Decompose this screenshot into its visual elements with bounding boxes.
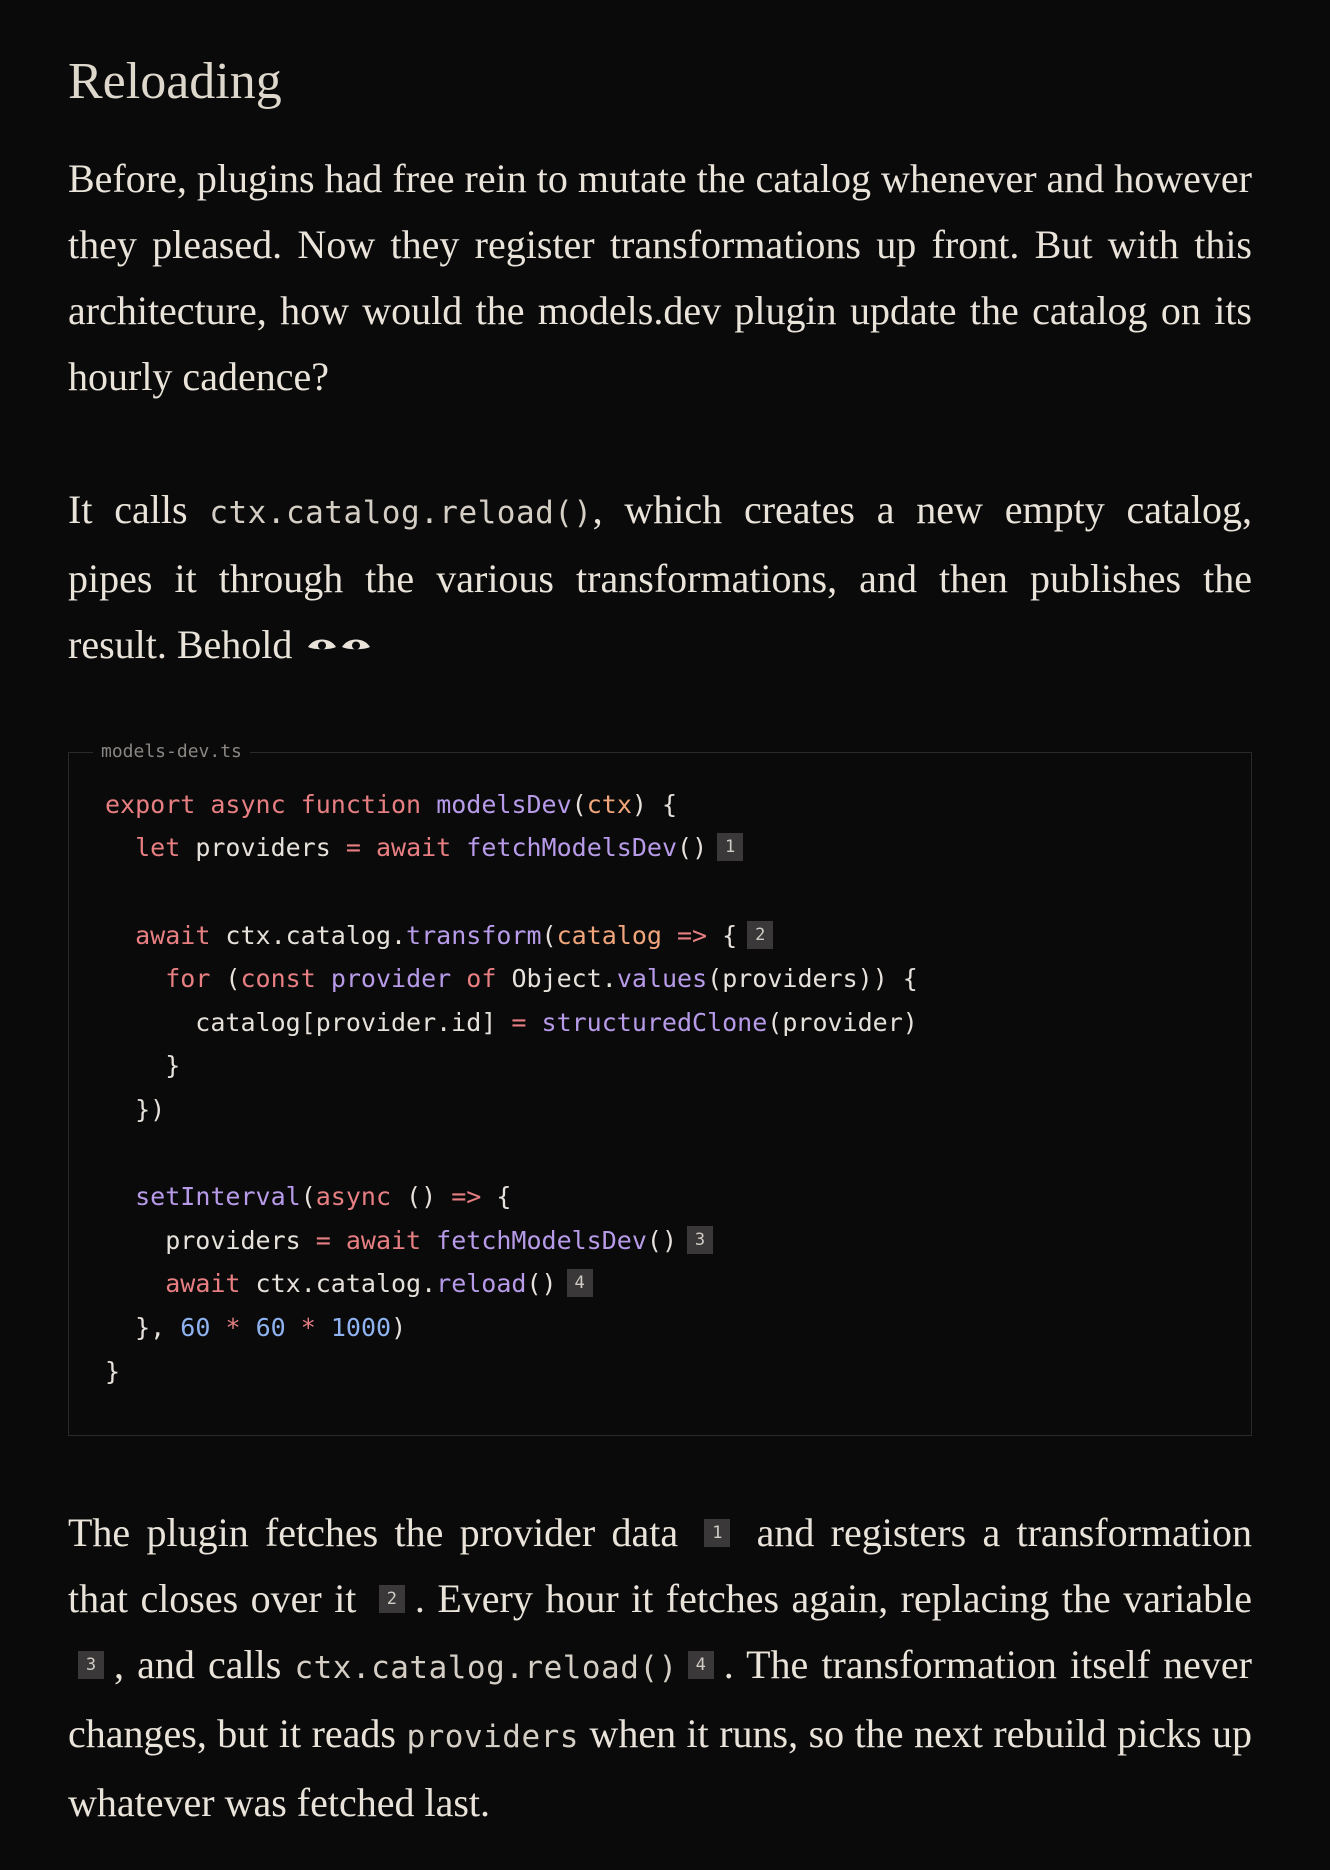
ref-badge-4: 4 bbox=[688, 1651, 714, 1679]
para3-text-2: and registers a transformation that closes over it bbox=[68, 1510, 1252, 1622]
para2-text-after: , which creates a new empty catalog, pipes it through the various transformations, and then publishes the result. Behold bbox=[68, 487, 1252, 667]
eyes-icon bbox=[306, 612, 372, 678]
para3-text-6: when it runs, so the next rebuild picks up whatever was fetched last. bbox=[68, 1711, 1253, 1826]
inline-code-providers: providers bbox=[406, 1719, 579, 1756]
code-badge-2: 2 bbox=[747, 921, 773, 949]
code-filename: models-dev.ts bbox=[93, 741, 250, 763]
code-line-10: setInterval(async () => { bbox=[135, 1182, 512, 1212]
code-line-3 bbox=[105, 870, 1221, 914]
inline-code-reload-2: ctx.catalog.reload() bbox=[294, 1650, 678, 1687]
code-badge-3: 3 bbox=[687, 1226, 713, 1254]
para3-text-4: , and calls bbox=[114, 1642, 295, 1688]
para2-text-before: It calls bbox=[68, 487, 210, 532]
code-line-13: }, 60 * 60 * 1000) bbox=[105, 1312, 407, 1342]
ref-badge-3: 3 bbox=[78, 1651, 104, 1679]
code-line-1: export async function modelsDev(ctx) { bbox=[105, 789, 678, 819]
section-heading: Reloading bbox=[68, 53, 282, 110]
code-line-2: let providers = await fetchModelsDev() 1 bbox=[105, 826, 1221, 870]
code-line-12: await ctx.catalog.reload() 4 bbox=[105, 1262, 1221, 1306]
code-line-7: } bbox=[105, 1051, 181, 1081]
code-badge-1: 1 bbox=[717, 833, 743, 861]
code-line-11: providers = await fetchModelsDev() 3 bbox=[105, 1219, 1221, 1263]
code-line-8: }) bbox=[105, 1094, 166, 1124]
code-block bbox=[68, 740, 1252, 1436]
para3-text-3: . Every hour it fetches again, replacing the variable bbox=[414, 1576, 1252, 1622]
paragraph-intro: Before, plugins had free rein to mutate the catalog whenever and however they pleased. Now they register transformations up front. But with this architecture, how would the models.dev plugin update the catalog on its hourly cadence? bbox=[68, 156, 1252, 399]
paragraph-reload bbox=[68, 477, 1252, 682]
ref-badge-2: 2 bbox=[379, 1585, 405, 1613]
ref-badge-1: 1 bbox=[704, 1519, 730, 1547]
code-line-6: catalog[provider.id] = structuredClone(provider) bbox=[105, 1007, 918, 1037]
inline-code-reload: ctx.catalog.reload() bbox=[209, 495, 593, 531]
code-line-9 bbox=[105, 1132, 1221, 1176]
code-line-4: await ctx.catalog.transform(catalog => { 2 bbox=[105, 914, 1221, 958]
paragraph-explanation bbox=[68, 1500, 1252, 1836]
code-badge-4: 4 bbox=[567, 1269, 593, 1297]
code-line-5: for (const provider of Object.values(providers)) { bbox=[165, 964, 918, 994]
para3-text-5: . The transformation itself never changes, but it reads bbox=[68, 1642, 1252, 1757]
code-line-14: } bbox=[105, 1356, 121, 1386]
code-content bbox=[105, 783, 1221, 1393]
para3-text-1: The plugin fetches the provider data bbox=[68, 1510, 695, 1556]
